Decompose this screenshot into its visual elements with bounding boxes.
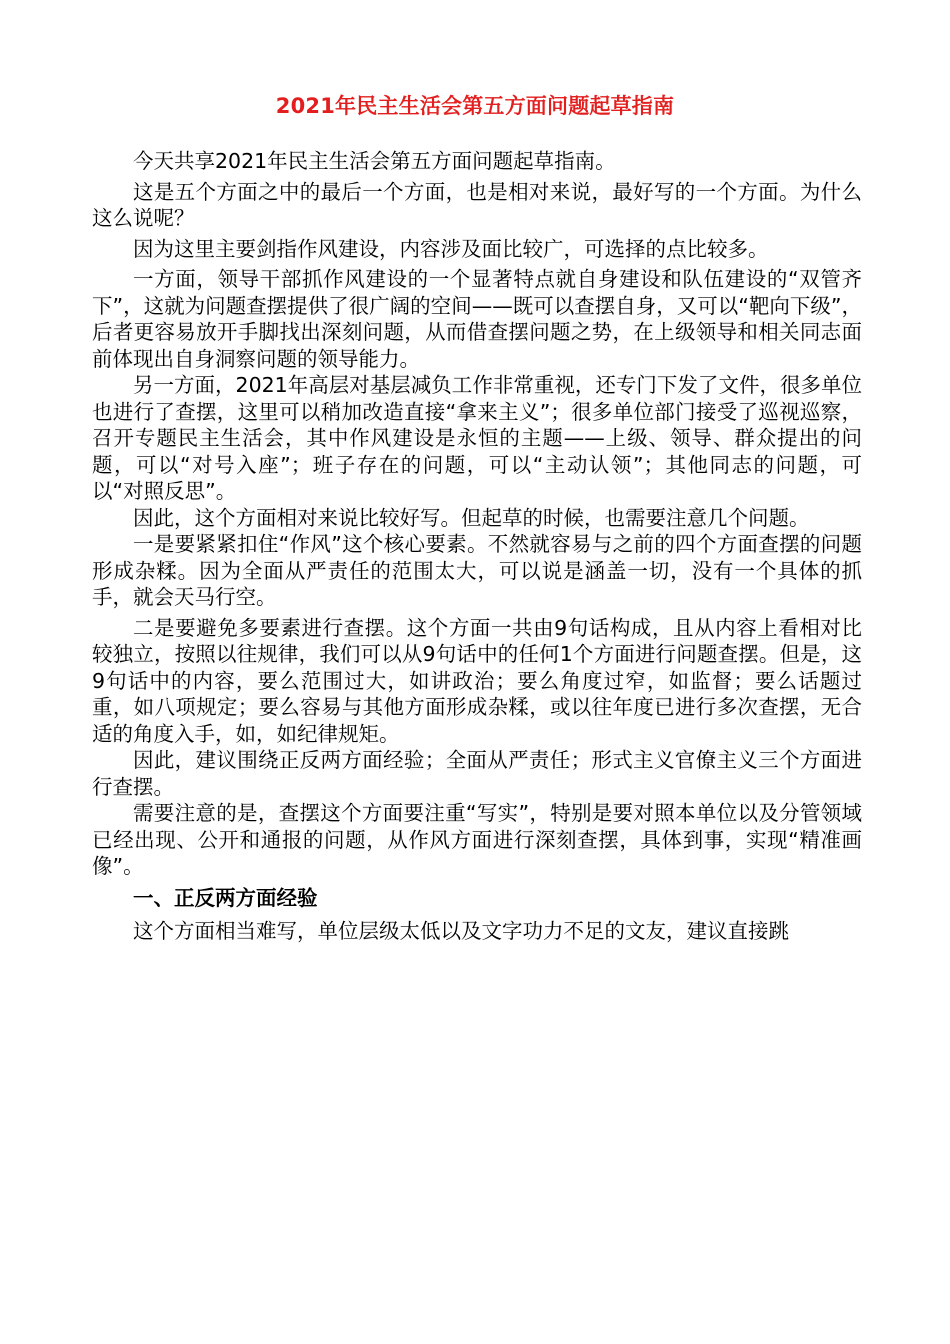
paragraph: 因此，建议围绕正反两方面经验；全面从严责任；形式主义官僚主义三个方面进行查摆。 — [92, 748, 862, 799]
paragraph: 这是五个方面之中的最后一个方面，也是相对来说，最好写的一个方面。为什么这么说呢？ — [92, 179, 862, 230]
paragraph: 因此，这个方面相对来说比较好写。但起草的时候，也需要注意几个问题。 — [133, 505, 810, 530]
paragraph: 二是要避免多要素进行查摆。这个方面一共由9句话构成，且从内容上看相对比较独立，按照以往规律，我们可以从9句话中的任何1个方面进行问题查摆。但是，这9句话中的内容，要么范围过大，如讲政治；要么角度过窄，如监督；要么话题过重，如八项规定；要么容易与其他方面形成杂糅，或以往年度已进行多次查摆，无合适的角度入手，如，如纪律规矩。 — [92, 615, 862, 746]
paragraph: 这个方面相当难写，单位层级太低以及文字功力不足的文友，建议直接跳 — [133, 918, 789, 943]
paragraph: 另一方面，2021年高层对基层减负工作非常重视，还专门下发了文件，很多单位也进行了查摆，这里可以稍加改造直接“拿来主义”；很多单位部门接受了巡视巡察，召开专题民主生活会，其中作风建设是永恒的主题——上级、领导、群众提出的问题，可以“对号入座”；班子存在的问题，可以“主动认领”；其他同志的问题，可以“对照反思”。 — [92, 373, 862, 503]
paragraph: 今天共享2021年民主生活会第五方面问题起草指南。 — [133, 149, 616, 173]
paragraph: 因为这里主要剑指作风建设，内容涉及面比较广，可选择的点比较多。 — [133, 236, 769, 261]
paragraph: 一方面，领导干部抓作风建设的一个显著特点就自身建设和队伍建设的“双管齐下”，这就为问题查摆提供了很广阔的空间——既可以查摆自身，又可以“靶向下级”，后者更容易放开手脚找出深刻问题，从而借查摆问题之势，在上级领导和相关同志面前体现出自身洞察问题的领导能力。 — [92, 267, 862, 371]
document-body — [92, 148, 862, 948]
section-heading: 一、正反两方面经验 — [133, 885, 318, 910]
paragraph: 一是要紧紧扣住“作风”这个核心要素。不然就容易与之前的四个方面查摆的问题形成杂糅。因为全面从严责任的范围太大，可以说是涵盖一切，没有一个具体的抓手，就会天马行空。 — [92, 532, 862, 609]
paragraph: 需要注意的是，查摆这个方面要注重“写实”，特别是要对照本单位以及分管领域已经出现、公开和通报的问题，从作风方面进行深刻查摆，具体到事，实现“精准画像”。 — [92, 801, 862, 878]
document-title: 2021年民主生活会第五方面问题起草指南 — [275, 94, 675, 118]
